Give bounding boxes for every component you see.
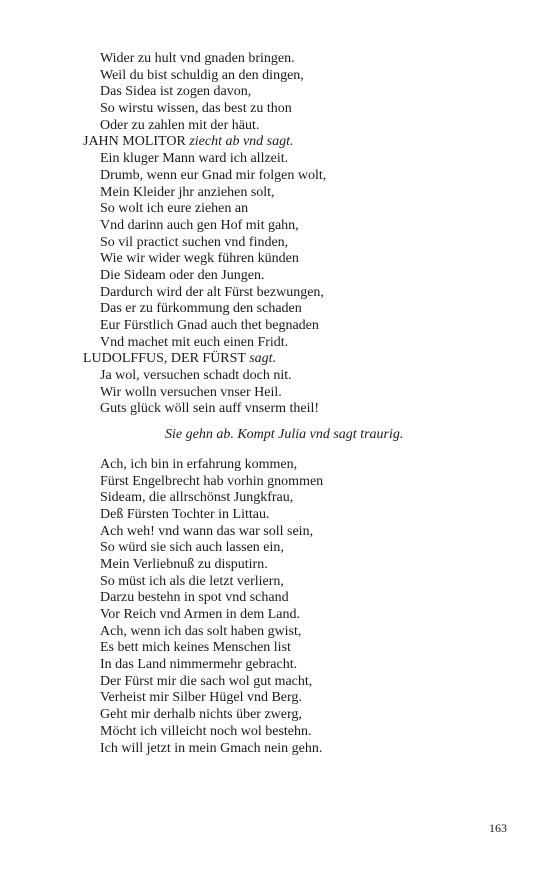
verse-line: Drumb, wenn eur Gnad mir folgen wolt,: [100, 167, 327, 183]
verse-line: Fürst Engelbrecht hab vorhin gnommen: [100, 473, 324, 489]
verse-line: Weil du bist schuldig an den dingen,: [100, 67, 304, 83]
verse-line: Mein Verliebnuß zu disputirn.: [100, 556, 268, 572]
verse-block-1: [83, 51, 483, 134]
verse-line: Ein kluger Mann ward ich allzeit.: [100, 151, 289, 167]
stage-direction: Sie gehn ab. Kompt Julia vnd sagt traurig.: [165, 427, 404, 443]
verse-line: Vnd machet mit euch einen Fridt.: [100, 334, 289, 350]
speaker-direction: sagt.: [249, 351, 277, 367]
verse-line: Wider zu hult vnd gnaden bringen.: [100, 51, 295, 66]
speaker-name: JAHN MOLITOR: [83, 134, 186, 150]
verse-line: So wirstu wissen, das best zu thon: [100, 101, 292, 117]
verse-line: Guts glück wöll sein auff vnserm theil!: [100, 401, 320, 417]
verse-line: So müst ich als die letzt verliern,: [100, 573, 284, 589]
verse-line: Dardurch wird der alt Fürst bezwungen,: [100, 284, 324, 300]
verse-line: So wolt ich eure ziehen an: [100, 201, 249, 217]
verse-line: Wie wir wider wegk führen künden: [100, 251, 299, 267]
verse-line: Vor Reich vnd Armen in dem Land.: [100, 607, 300, 622]
verse-line: Verheist mir Silber Hügel vnd Berg.: [100, 690, 302, 706]
verse-block-2: [83, 151, 483, 351]
verse-line: In das Land nimmermehr gebracht.: [100, 657, 298, 673]
speaker-heading-jahn-molitor: [83, 134, 483, 151]
speaker-direction: ziecht ab vnd sagt.: [189, 134, 294, 150]
verse-line: Ja wol, versuchen schadt doch nit.: [100, 368, 292, 384]
verse-block-3: [83, 368, 483, 418]
verse-line: Ach, wenn ich das solt haben gwist,: [100, 623, 302, 639]
page-number: 163: [489, 821, 507, 835]
verse-line: Sideam, die allrschönst Jungkfrau,: [100, 490, 294, 506]
verse-line: Das er zu fürkommung den schaden: [100, 301, 302, 317]
play-text: [83, 51, 483, 757]
verse-line: Die Sideam oder den Jungen.: [100, 267, 265, 283]
verse-line: Geht mir derhalb nichts über zwerg,: [100, 707, 302, 723]
speaker-heading-ludolffus: [83, 351, 483, 368]
verse-line: Eur Fürstlich Gnad auch thet begnaden: [100, 318, 319, 333]
verse-line: Es bett mich keines Menschen list: [100, 640, 291, 656]
verse-line: Vnd darinn auch gen Hof mit gahn,: [100, 217, 299, 233]
verse-line: Das Sidea ist zogen davon,: [100, 84, 252, 100]
verse-line: Deß Fürsten Tochter in Littau.: [100, 506, 270, 522]
verse-line: Oder zu zahlen mit der häut.: [100, 117, 260, 133]
verse-line: Ich will jetzt in mein Gmach nein gehn.: [100, 740, 323, 756]
verse-line: Möcht ich villeicht noch wol bestehn.: [100, 723, 312, 739]
verse-line: Darzu bestehn in spot vnd schand: [100, 590, 289, 606]
verse-line: So würd sie sich auch lassen ein,: [100, 540, 284, 556]
verse-line: Mein Kleider jhr anziehen solt,: [100, 184, 275, 200]
verse-line: So vil practict suchen vnd finden,: [100, 234, 289, 250]
verse-line: Ach weh! vnd wann das war soll sein,: [100, 523, 314, 539]
verse-line: Der Fürst mir die sach wol gut macht,: [100, 673, 313, 689]
verse-block-4: [83, 457, 483, 757]
verse-line: Ach, ich bin in erfahrung kommen,: [100, 456, 298, 472]
speaker-name: LUDOLFFUS, DER FÜRST: [83, 351, 246, 367]
verse-line: Wir wolln versuchen vnser Heil.: [100, 384, 282, 400]
